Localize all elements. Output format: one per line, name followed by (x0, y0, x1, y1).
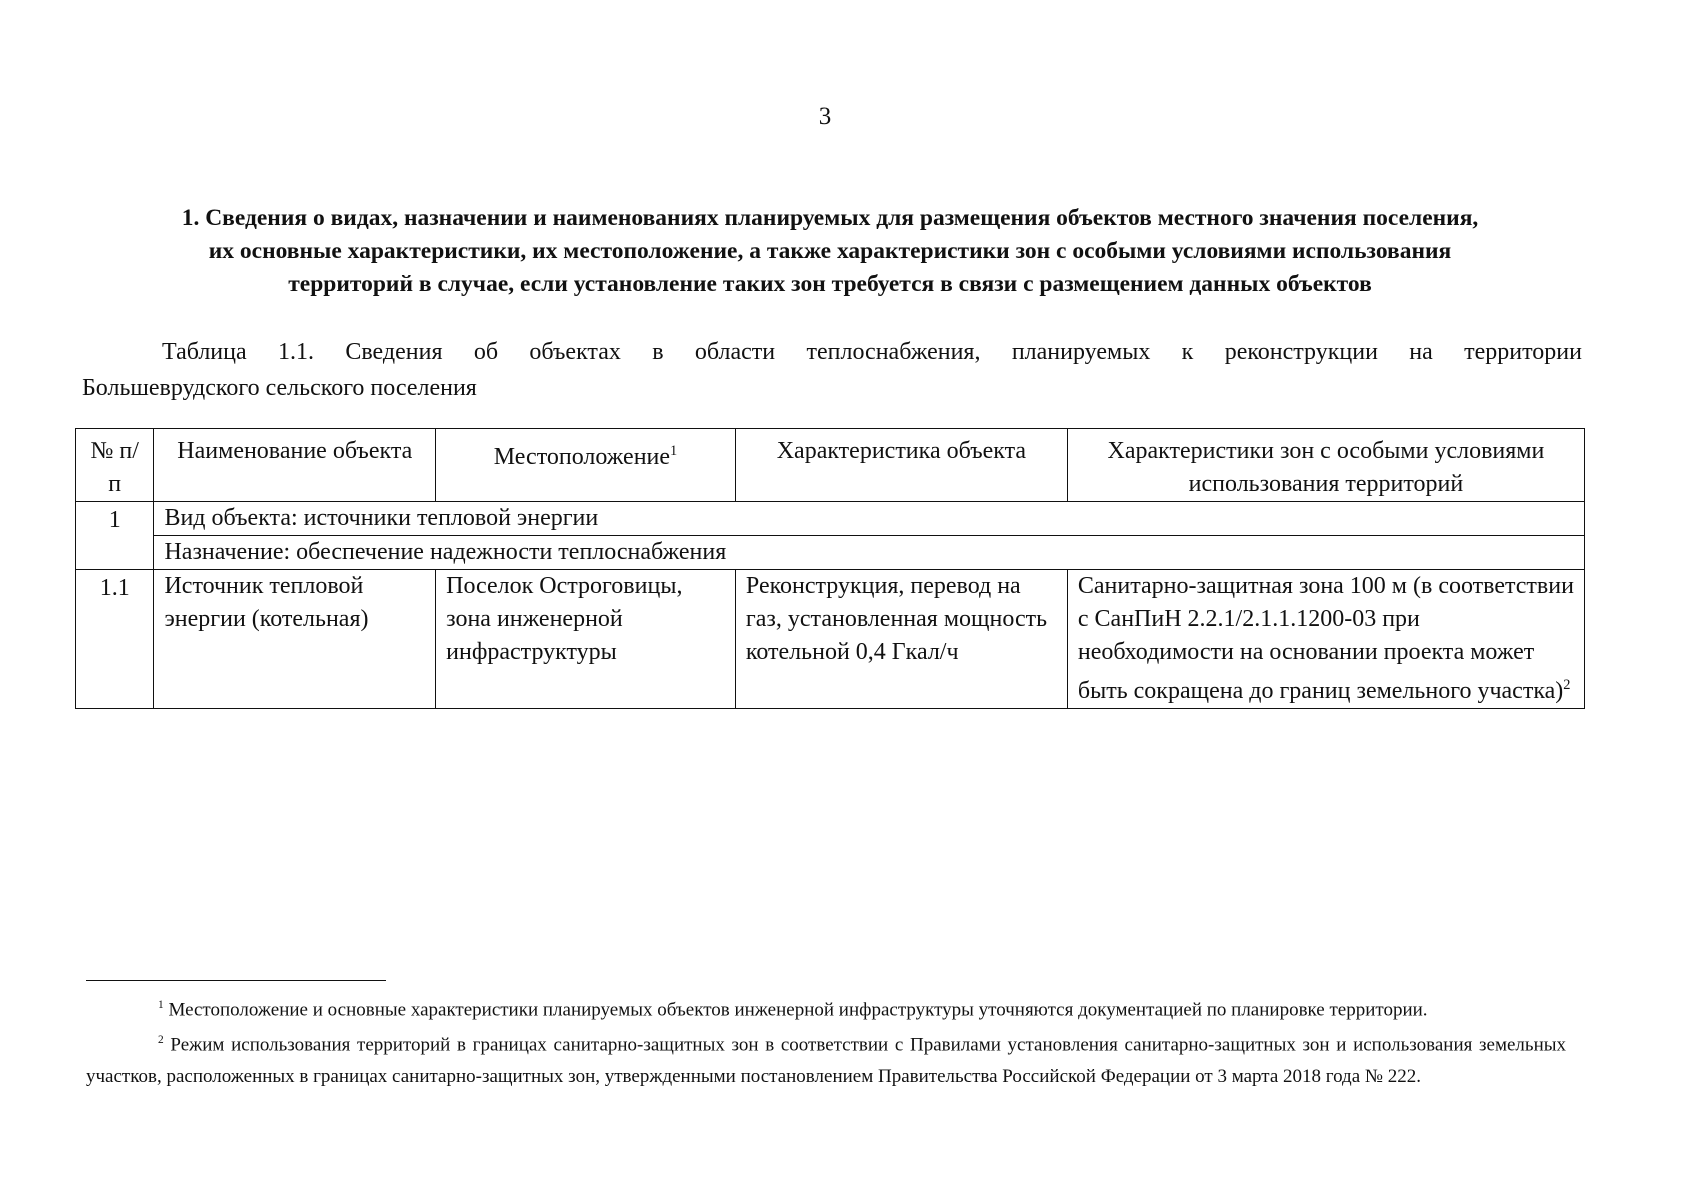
header-location (436, 429, 736, 502)
table-header-row (76, 429, 1585, 502)
group-purpose-row (76, 536, 1585, 570)
objects-table (75, 428, 1585, 709)
group-type-row (76, 502, 1585, 536)
section-heading-line: территорий в случае, если установление таких зон требуется в связи с размещением данных объектов (288, 271, 1372, 297)
zone-characteristic-text: Санитарно-защитная зона 100 м (в соответствии с СанПиН 2.2.1/2.1.1.1200-03 при необходимости на основании проекта может быть сокращена до границ земельного участка) (1077, 573, 1574, 704)
footnote-text: Режим использования территорий в границах санитарно-защитных зон в соответствии с Правилами установления санитарно-защитных зон и использования земельных участков, расположенных в границах санитарно-защитных зон, утвержденными постановлением Правительства Российской Федерации от 3 марта 2018 года № 222. (86, 1034, 1566, 1087)
object-characteristic: Реконструкция, перевод на газ, установленная мощность котельной 0,4 Гкал/ч (735, 570, 1067, 709)
group-number: 1 (76, 502, 154, 570)
object-type: Вид объекта: источники тепловой энергии (154, 502, 1585, 536)
table-caption-line: Таблица 1.1. Сведения об объектах в области теплоснабжения, планируемых к реконструкции на территории (162, 339, 1582, 365)
footnote-text: Местоположение и основные характеристики планируемых объектов инженерной инфраструктуры уточняются документацией по планировке территории. (168, 999, 1428, 1021)
section-heading-line: их основные характеристики, их местоположение, а также характеристики зон с особыми условиями использования (208, 238, 1452, 264)
row-number: 1.1 (76, 570, 154, 709)
footnote-ref: 1 (670, 443, 678, 459)
object-name: Источник тепловой энергии (котельная) (154, 570, 436, 709)
header-name: Наименование объекта (154, 429, 436, 502)
footnote-mark: 1 (158, 999, 164, 1011)
header-location-label: Местоположение (493, 444, 671, 470)
table-row (76, 570, 1585, 709)
footnote-separator (86, 980, 386, 981)
footnotes (86, 990, 1566, 1092)
section-heading (80, 202, 1580, 301)
footnote (86, 1025, 1566, 1091)
zone-characteristic (1067, 570, 1584, 709)
object-purpose: Назначение: обеспечение надежности теплоснабжения (154, 536, 1585, 570)
table-caption-line: Большеврудского сельского поселения (82, 375, 477, 401)
header-characteristic: Характеристика объекта (735, 429, 1067, 502)
footnote-ref: 2 (1563, 677, 1571, 693)
table-caption (82, 334, 1582, 406)
object-location: Поселок Остроговицы, зона инженерной инфраструктуры (436, 570, 736, 709)
section-heading-line: 1. Сведения о видах, назначении и наименованиях планируемых для размещения объектов местного значения поселения, (181, 205, 1479, 231)
header-num: № п/п (76, 429, 154, 502)
header-zones: Характеристики зон с особыми условиями использования территорий (1067, 429, 1584, 502)
footnote-mark: 2 (158, 1034, 164, 1047)
page-number: 3 (818, 103, 832, 130)
footnote (86, 990, 1566, 1025)
